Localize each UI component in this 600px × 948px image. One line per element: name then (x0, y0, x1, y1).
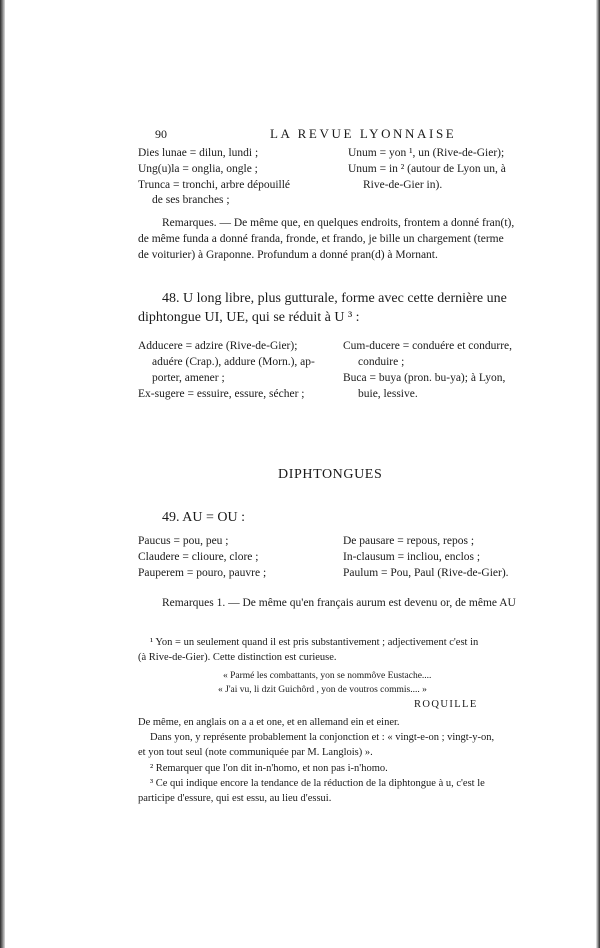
page-binding-edge (0, 0, 5, 948)
list-49-left-2: Claudere = clioure, clore ; (138, 551, 259, 563)
list-48-left-1: Adducere = adzire (Rive-de-Gier); (138, 340, 298, 352)
top-right-line-1: Unum = yon ¹, un (Rive-de-Gier); (348, 147, 505, 159)
top-left-line-1: Dies lunae = dilun, lundi ; (138, 147, 259, 159)
page-number: 90 (155, 127, 167, 141)
list-49-left-3: Pauperem = pouro, pauvre ; (138, 567, 267, 579)
list-49-left-1: Paucus = pou, peu ; (138, 535, 229, 547)
footnote-quote-signature: ROQUILLE (414, 699, 478, 710)
list-49-right-1: De pausare = repous, repos ; (343, 535, 475, 547)
list-48-left-2: aduére (Crap.), addure (Morn.), ap- (152, 356, 315, 368)
footnote-3-line-2: participe d'essure, qui est essu, au lieu d'essui. (138, 793, 332, 804)
footnote-1-line-1: ¹ Yon = un seulement quand il est pris substantivement ; adjectivement c'est in (150, 637, 479, 648)
list-48-left-3: porter, amener ; (152, 372, 225, 384)
top-left-line-3: Trunca = tronchi, arbre dépouillé (138, 179, 291, 191)
footnote-quote-line-2: « J'ai vu, li dzit Guichôrd , yon de voutros commis.... » (218, 685, 427, 695)
list-48-right-3: Buca = buya (pron. bu-ya); à Lyon, (343, 372, 506, 384)
section-48-line-2: diphtongue UI, UE, qui se réduit à U ³ : (138, 310, 360, 325)
footnote-cont-line-3: et yon tout seul (note communiquée par M. Langlois) ». (138, 747, 373, 758)
top-left-line-2: Ung(u)la = onglia, ongle ; (138, 163, 258, 175)
list-49-right-2: In-clausum = incliou, enclos ; (343, 551, 481, 563)
section-49-heading: 49. AU = OU : (162, 510, 245, 525)
list-48-right-4: buie, lessive. (358, 388, 418, 400)
section-48-line-1: 48. U long libre, plus gutturale, forme avec cette dernière une (162, 291, 507, 306)
running-title: LA REVUE LYONNAISE (270, 126, 457, 141)
list-48-right-1: Cum-ducere = conduére et condurre, (343, 340, 513, 352)
remarques-paragraph-line-3: de voiturier) à Graponne. Profundum a donné pran(d) à Mornant. (138, 249, 438, 261)
remarques-1-line: Remarques 1. — De même qu'en français aurum est devenu or, de même AU (162, 597, 516, 609)
footnote-1-line-2: (à Rive-de-Gier). Cette distinction est curieuse. (138, 652, 337, 663)
footnote-cont-line-1: De même, en anglais on a a et one, et en allemand ein et einer. (138, 717, 400, 728)
footnote-cont-line-2: Dans yon, y représente probablement la conjonction et : « vingt-e-on ; vingt-y-on, (150, 732, 495, 743)
top-right-line-2: Unum = in ² (autour de Lyon un, à (348, 163, 506, 175)
remarques-paragraph-line-2: de même funda a donné franda, fronde, et frando, je bille un chargement (terme (138, 233, 504, 245)
list-48-right-2: conduire ; (358, 356, 405, 368)
top-right-line-3: Rive-de-Gier in). (363, 179, 443, 191)
section-title: DIPHTONGUES (278, 467, 383, 482)
footnote-3-line-1: ³ Ce qui indique encore la tendance de la réduction de la diphtongue à u, c'est le (150, 778, 485, 789)
list-48-left-4: Ex-sugere = essuire, essure, sécher ; (138, 388, 305, 400)
footnote-2: ² Remarquer que l'on dit in-n'homo, et non pas i-n'homo. (150, 763, 388, 774)
remarques-paragraph-line-1: Remarques. — De même que, en quelques endroits, frontem a donné fran(t), (162, 217, 515, 229)
list-49-right-3: Paulum = Pou, Paul (Rive-de-Gier). (343, 567, 509, 579)
page-right-edge (596, 0, 600, 948)
top-left-line-4: de ses branches ; (152, 194, 230, 206)
footnote-quote-line-1: « Parmé les combattants, yon se nommôve Eustache.... (223, 671, 432, 681)
